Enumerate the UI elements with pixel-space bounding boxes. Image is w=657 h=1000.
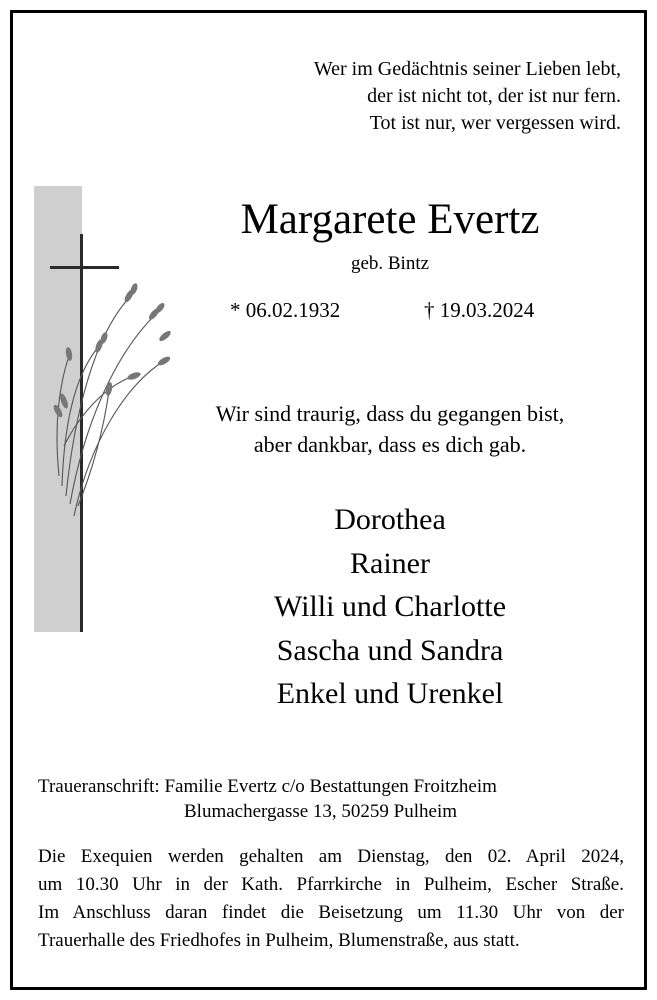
mourner-entry: Dorothea xyxy=(334,503,446,536)
mourner-entry: Enkel und Urenkel xyxy=(276,677,504,710)
mourner-entry: Sascha und Sandra xyxy=(276,633,504,667)
address-line: Traueranschrift: Familie Evertz c/o Bestattungen Froitzheim xyxy=(38,776,497,797)
verse-line: Wir sind traurig, dass du gegangen bist, xyxy=(215,401,565,426)
death-date: † 19.03.2024 xyxy=(424,298,535,322)
mourner-entry: Willi und Charlotte xyxy=(273,590,507,623)
service-line: Im Anschluss daran findet die Beisetzung um 11.30 Uhr von der xyxy=(38,902,624,923)
deceased-name: Margarete Evertz xyxy=(240,196,540,243)
service-line: Trauerhalle des Friedhofes in Pulheim, Blumenstraße, aus statt. xyxy=(38,930,520,951)
service-line: Die Exequien werden gehalten am Dienstag, den 02. April 2024, xyxy=(38,846,624,867)
motto-line: Tot ist nur, wer vergessen wird. xyxy=(369,112,621,134)
motto-line: Wer im Gedächtnis seiner Lieben lebt, xyxy=(313,58,621,80)
birth-name: geb. Bintz xyxy=(350,253,430,274)
service-details xyxy=(38,843,624,955)
service-line: um 10.30 Uhr in der Kath. Pfarrkirche in Pulheim, Escher Straße. xyxy=(38,874,624,895)
mourning-verse xyxy=(160,398,620,460)
cross-with-wheat-icon xyxy=(34,186,174,632)
motto-line: der ist nicht tot, der ist nur fern. xyxy=(367,85,621,107)
motto-quote xyxy=(201,56,621,137)
mourning-address xyxy=(38,774,628,824)
birth-date: * 06.02.1932 xyxy=(230,298,341,322)
mourner-entry: Rainer xyxy=(350,546,430,580)
mourners-list xyxy=(160,498,620,716)
verse-line: aber dankbar, dass es dich gab. xyxy=(253,432,527,457)
address-line: Blumachergasse 13, 50259 Pulheim xyxy=(184,801,458,822)
